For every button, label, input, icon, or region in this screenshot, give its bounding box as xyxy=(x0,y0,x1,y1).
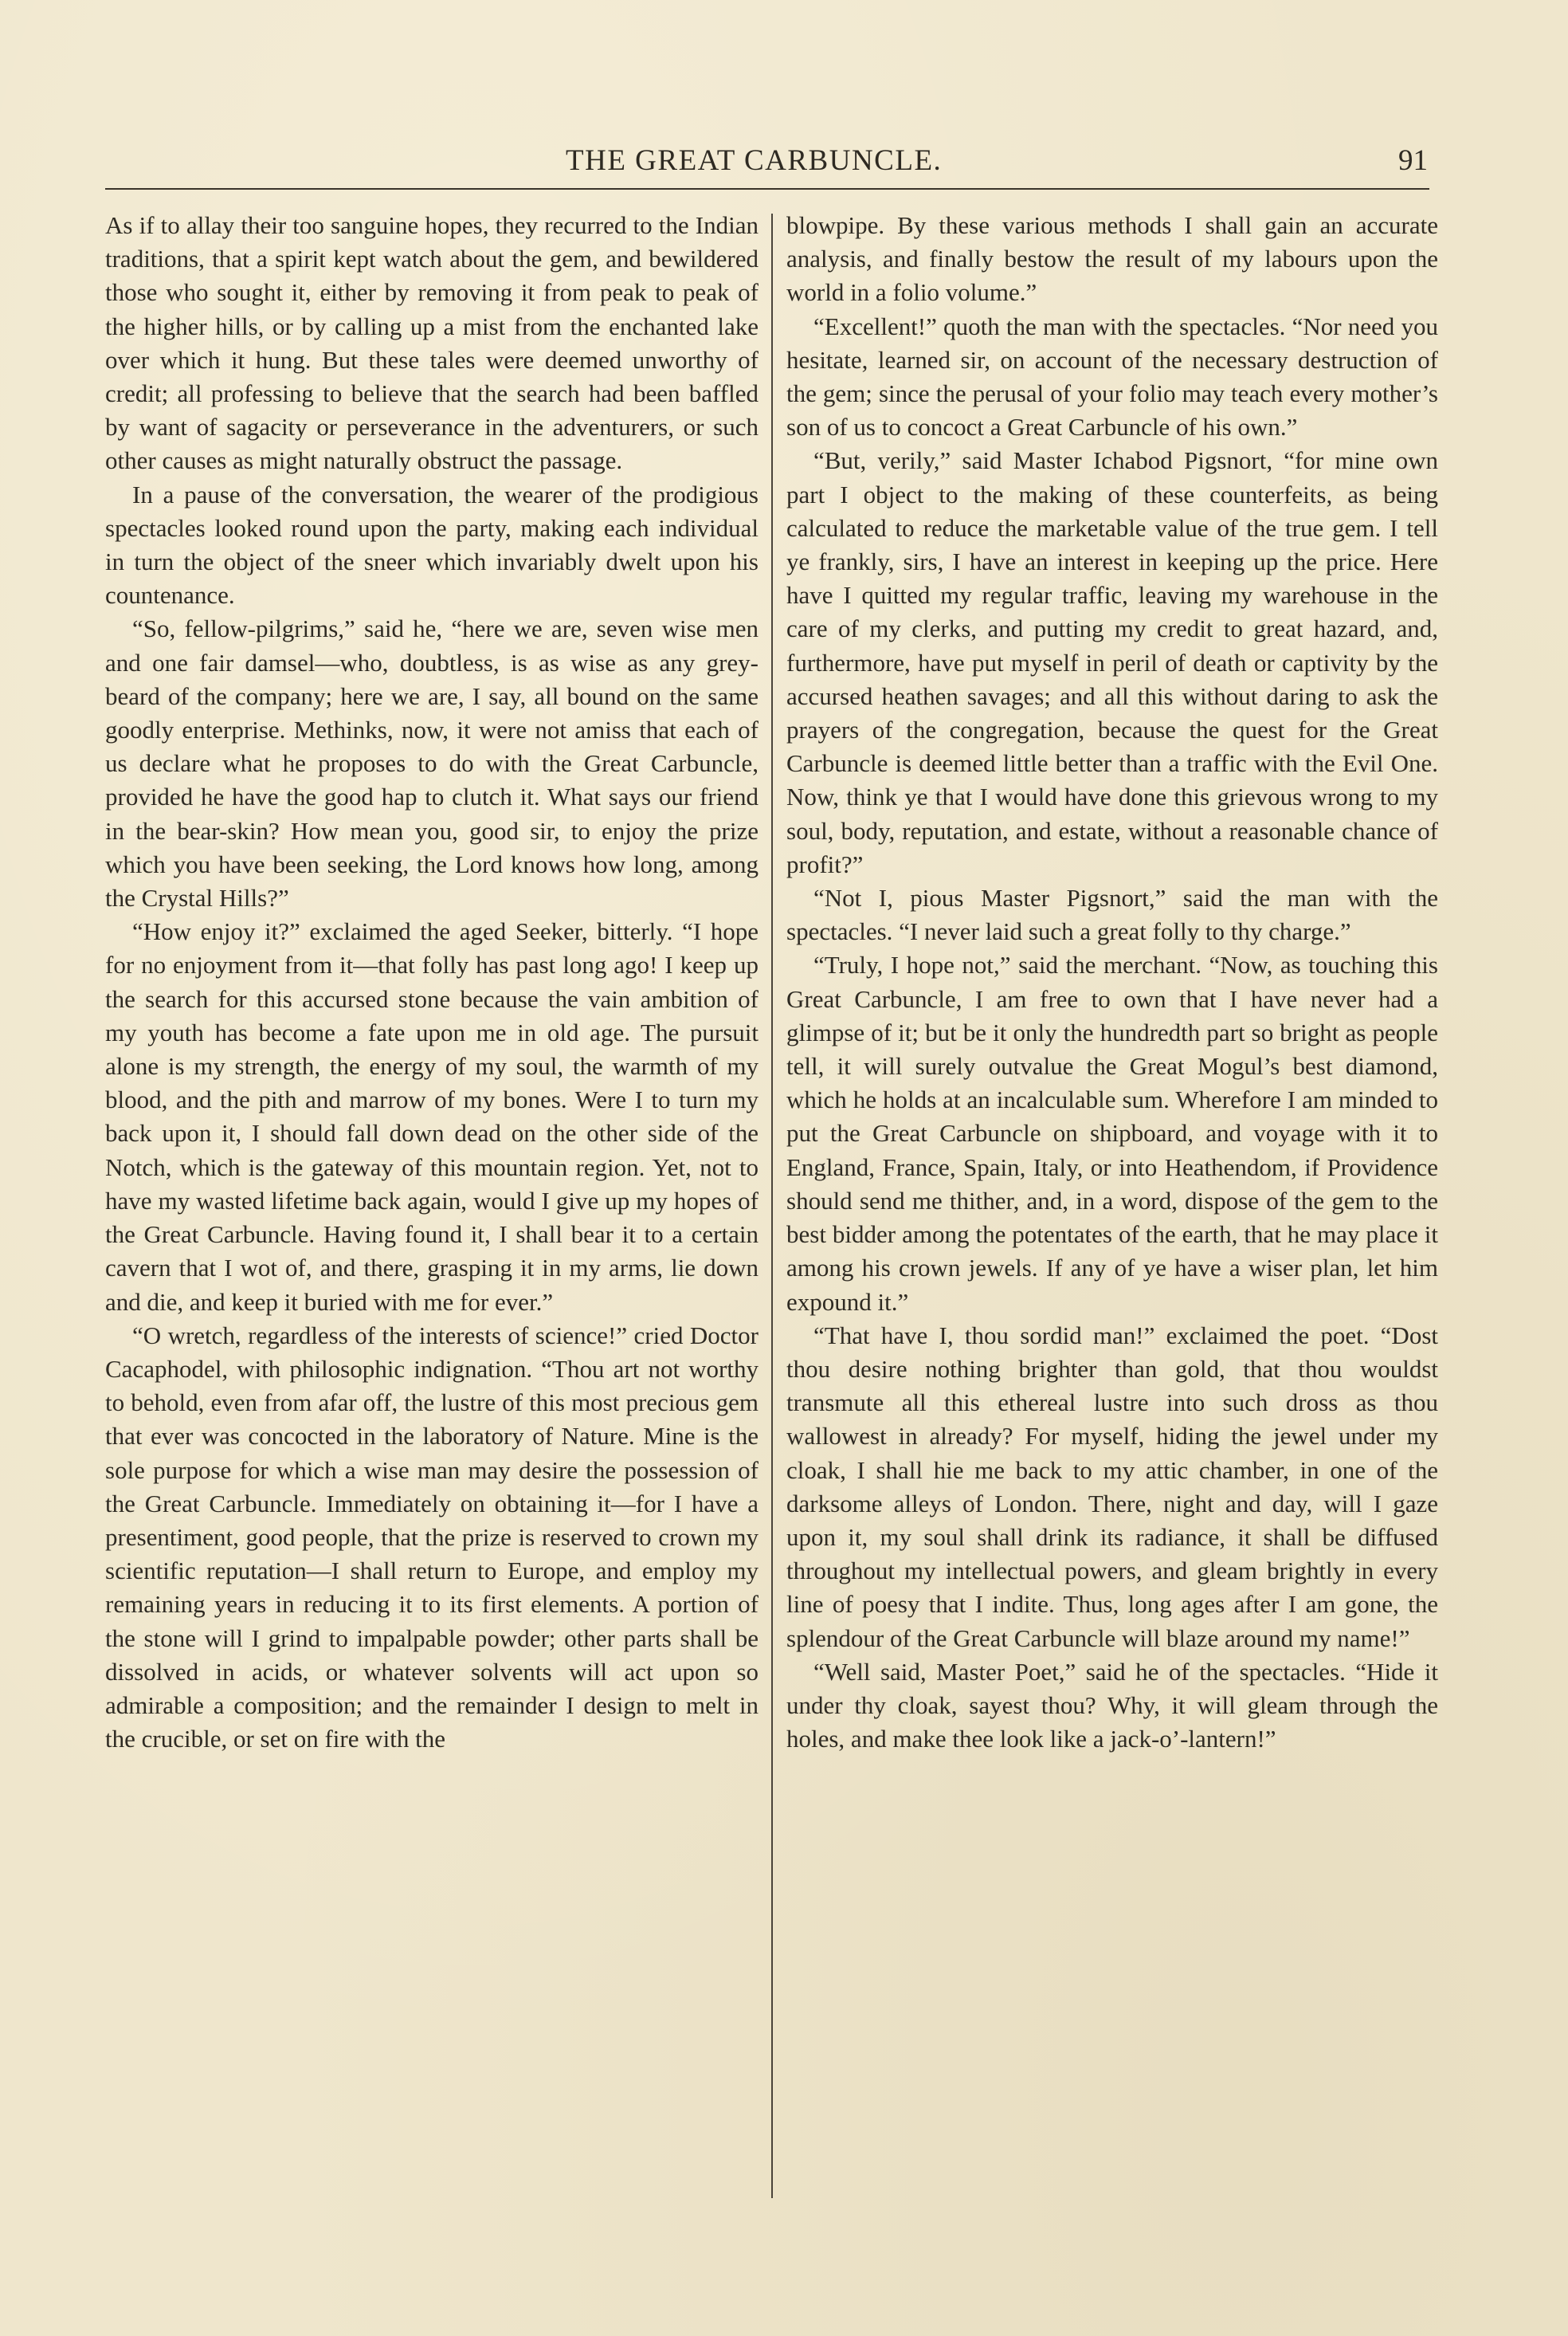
right-column xyxy=(786,209,1438,1756)
paragraph: “Not I, pious Master Pigsnort,” said the man with the spectacles. “I never laid such a great folly to thy charge.” xyxy=(786,884,1438,946)
left-column xyxy=(105,209,759,1756)
page-number: 91 xyxy=(1398,144,1428,177)
paragraph: “But, verily,” said Master Ichabod Pigsnort, “for mine own part I object to the making of these counterfeits, as being calculated to reduce the marketable value of the true gem. I tell ye frankly, sirs, I have an interest in keeping up the price. Here have I quitted my regular traffic, leaving my warehouse in the care of my clerks, and putting my credit to great hazard, and, furthermore, have put myself in peril of death or captivity by the accursed heathen savages; and all this without daring to ask the prayers of the congregation, because the quest for the Great Carbuncle is deemed little better than a traffic with the Evil One. Now, think ye that I would have done this grievous wrong to my soul, body, reputation, and estate, without a reasonable chance of profit?” xyxy=(786,446,1438,878)
paragraph: In a pause of the conversation, the wearer of the prodigious spectacles looked round upon the party, making each individual in turn the object of the sneer which invariably dwelt upon his countenance. xyxy=(105,480,759,610)
paragraph: blowpipe. By these various methods I shall gain an accurate analysis, and finally bestow the result of my labours upon the world in a folio volume.” xyxy=(786,211,1438,307)
column-divider xyxy=(771,214,773,2198)
paragraph: “So, fellow-pilgrims,” said he, “here we are, seven wise men and one fair damsel—who, doubtless, is as wise as any grey-beard of the company; here we are, I say, all bound on the same goodly enterprise. Methinks, now, it were not amiss that each of us declare what he proposes to do with the Great Carbuncle, provided he have the good hap to clutch it. What says our friend in the bear-skin? How mean you, good sir, to enjoy the prize which you have been seeking, the Lord knows how long, among the Crystal Hills?” xyxy=(105,614,759,913)
paragraph: “Truly, I hope not,” said the merchant. “Now, as touching this Great Carbuncle, I am free to own that I have never had a glimpse of it; but be it only the hundredth part so bright as people tell, it will surely outvalue the Great Mogul’s best diamond, which he holds at an incalculable sum. Wherefore I am minded to put the Great Carbuncle on shipboard, and voyage with it to England, France, Spain, Italy, or into Heathendom, if Providence should send me thither, and, in a word, dispose of the gem to the best bidder among the potentates of the earth, that he may place it among his crown jewels. If any of ye have a wiser plan, let him expound it.” xyxy=(786,951,1438,1316)
paragraph: “That have I, thou sordid man!” exclaimed the poet. “Dost thou desire nothing brighter than gold, that thou wouldst transmute all this ethereal lustre into such dross as thou wallowest in already? For myself, hiding the jewel under my cloak, I shall hie me back to my attic chamber, in one of the darksome alleys of London. There, night and day, will I gaze upon it, my soul shall drink its radiance, it shall be diffused throughout my intellectual powers, and gleam brightly in every line of poesy that I indite. Thus, long ages after I am gone, the splendour of the Great Carbuncle will blaze around my name!” xyxy=(786,1321,1438,1652)
paragraph: “How enjoy it?” exclaimed the aged Seeker, bitterly. “I hope for no enjoyment from it—that folly has past long ago! I keep up the search for this accursed stone because the vain ambition of my youth has become a fate upon me in old age. The pursuit alone is my strength, the energy of my soul, the warmth of my blood, and the pith and marrow of my bones. Were I to turn my back upon it, I should fall down dead on the other side of the Notch, which is the gateway of this mountain region. Yet, not to have my wasted lifetime back again, would I give up my hopes of the Great Carbuncle. Having found it, I shall bear it to a certain cavern that I wot of, and there, grasping it in my arms, lie down and die, and keep it buried with me for ever.” xyxy=(105,917,759,1316)
paragraph: “Excellent!” quoth the man with the spectacles. “Nor need you hesitate, learned sir, on account of the necessary destruction of the gem; since the perusal of your folio may teach every mother’s son of us to concoct a Great Carbuncle of his own.” xyxy=(786,312,1438,442)
running-title: THE GREAT CARBUNCLE. xyxy=(566,144,943,177)
header-rule xyxy=(105,188,1429,190)
running-header xyxy=(105,143,1428,191)
paragraph: “O wretch, regardless of the interests of science!” cried Doctor Cacaphodel, with philosophic indignation. “Thou art not worthy to behold, even from afar off, the lustre of this most precious gem that ever was concocted in the laboratory of Nature. Mine is the sole purpose for which a wise man may desire the possession of the Great Carbuncle. Immediately on obtaining it—for I have a presentiment, good people, that the prize is reserved to crown my scientific reputation—I shall return to Europe, and employ my remaining years in reducing it to its first elements. A portion of the stone will I grind to impalpable powder; other parts shall be dissolved in acids, or whatever solvents will act upon so admirable a composition; and the remainder I design to melt in the crucible, or set on fire with the xyxy=(105,1321,759,1753)
paragraph: As if to allay their too sanguine hopes, they recurred to the Indian traditions, that a spirit kept watch about the gem, and bewildered those who sought it, either by removing it from peak to peak of the higher hills, or by calling up a mist from the enchanted lake over which it hung. But these tales were deemed unworthy of credit; all professing to believe that the search had been baffled by want of sagacity or perseverance in the adventurers, or such other causes as might naturally obstruct the passage. xyxy=(105,211,759,475)
paragraph: “Well said, Master Poet,” said he of the spectacles. “Hide it under thy cloak, sayest thou? Why, it will gleam through the holes, and make thee look like a jack-o’-lantern!” xyxy=(786,1657,1438,1753)
